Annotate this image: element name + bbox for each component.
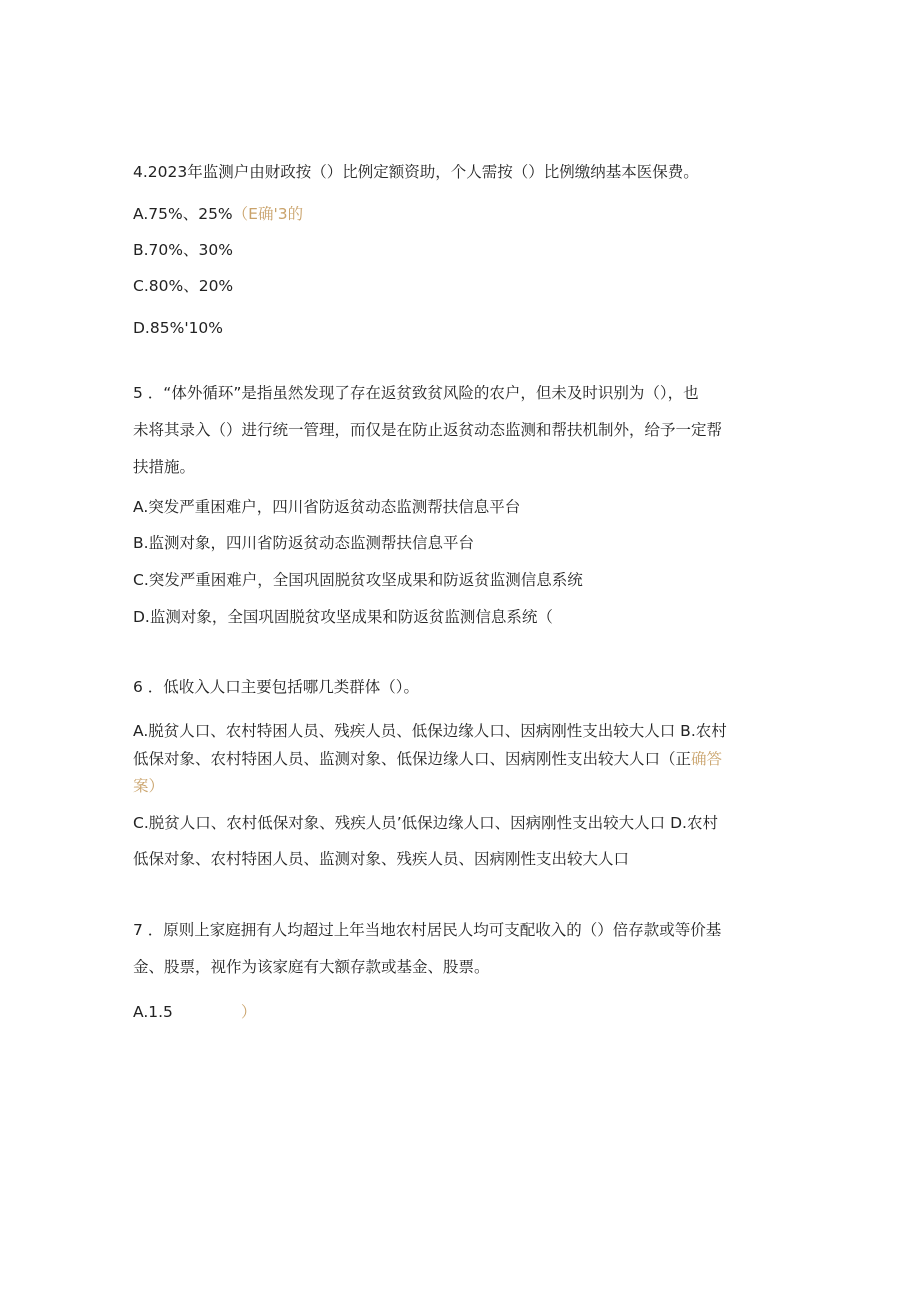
- q5-option-d: D.监测对象，全国巩固脱贫攻坚成果和防返贫监测信息系统（: [133, 608, 553, 626]
- q7-option-a-text: A.1.5: [133, 1003, 173, 1021]
- q5-option-c: C.突发严重困难户，全国巩固脱贫攻坚成果和防返贫监测信息系统: [133, 571, 583, 589]
- q4-answer-mark: （E确'3的: [232, 205, 304, 223]
- q7-answer-mark: ）: [240, 1003, 257, 1021]
- q4-option-a: [133, 204, 303, 224]
- q6-answer-mark: 确答: [691, 750, 723, 768]
- q7-option-a: [133, 1002, 256, 1022]
- q6-options-line3: 案）: [133, 777, 165, 795]
- q5-stem-line2: 未将其录入（）进行统一管理，而仅是在防止返贫动态监测和帮扶机制外，给予一定帮: [133, 421, 723, 439]
- q6-options-line2: [133, 749, 722, 769]
- q6-options-line1: A.脱贫人口、农村特困人员、残疾人员、低保边缘人口、因病刚性支出较大人口 B.农村: [133, 722, 727, 740]
- q5-stem-line1: 5 ．“体外循环”是指虽然发现了存在返贫致贫风险的农户，但未及时识别为（），也: [133, 384, 699, 402]
- q6-options-line4: C.脱贫人口、农村低保对象、残疾人员’低保边缘人口、因病刚性支出较大人口 D.农村: [133, 814, 718, 832]
- q6-options-line2-text: 低保对象、农村特困人员、监测对象、低保边缘人口、因病刚性支出较大人口（正: [133, 750, 692, 768]
- q5-option-a: A.突发严重困难户，四川省防返贫动态监测帮扶信息平台: [133, 498, 521, 516]
- q4-stem: 4.2023年监测户由财政按（）比例定额资助，个人需按（）比例缴纳基本医保费。: [133, 163, 699, 181]
- q7-stem-line1: 7 ．原则上家庭拥有人均超过上年当地农村居民人均可支配收入的（）倍存款或等价基: [133, 921, 722, 939]
- q4-option-c: C.80%、20%: [133, 277, 234, 295]
- q6-stem: 6 ．低收入人口主要包括哪几类群体（）。: [133, 678, 420, 696]
- q5-stem-line3: 扶措施。: [133, 458, 196, 476]
- q4-option-d: D.85%'10%: [133, 319, 224, 337]
- q4-option-a-text: A.75%、25%: [133, 205, 233, 223]
- q6-options-line5: 低保对象、农村特困人员、监测对象、残疾人员、因病刚性支出较大人口: [133, 850, 630, 868]
- q4-option-b: B.70%、30%: [133, 241, 233, 259]
- q7-stem-line2: 金、股票，视作为该家庭有大额存款或基金、股票。: [133, 958, 490, 976]
- q5-option-b: B.监测对象，四川省防返贫动态监测帮扶信息平台: [133, 534, 475, 552]
